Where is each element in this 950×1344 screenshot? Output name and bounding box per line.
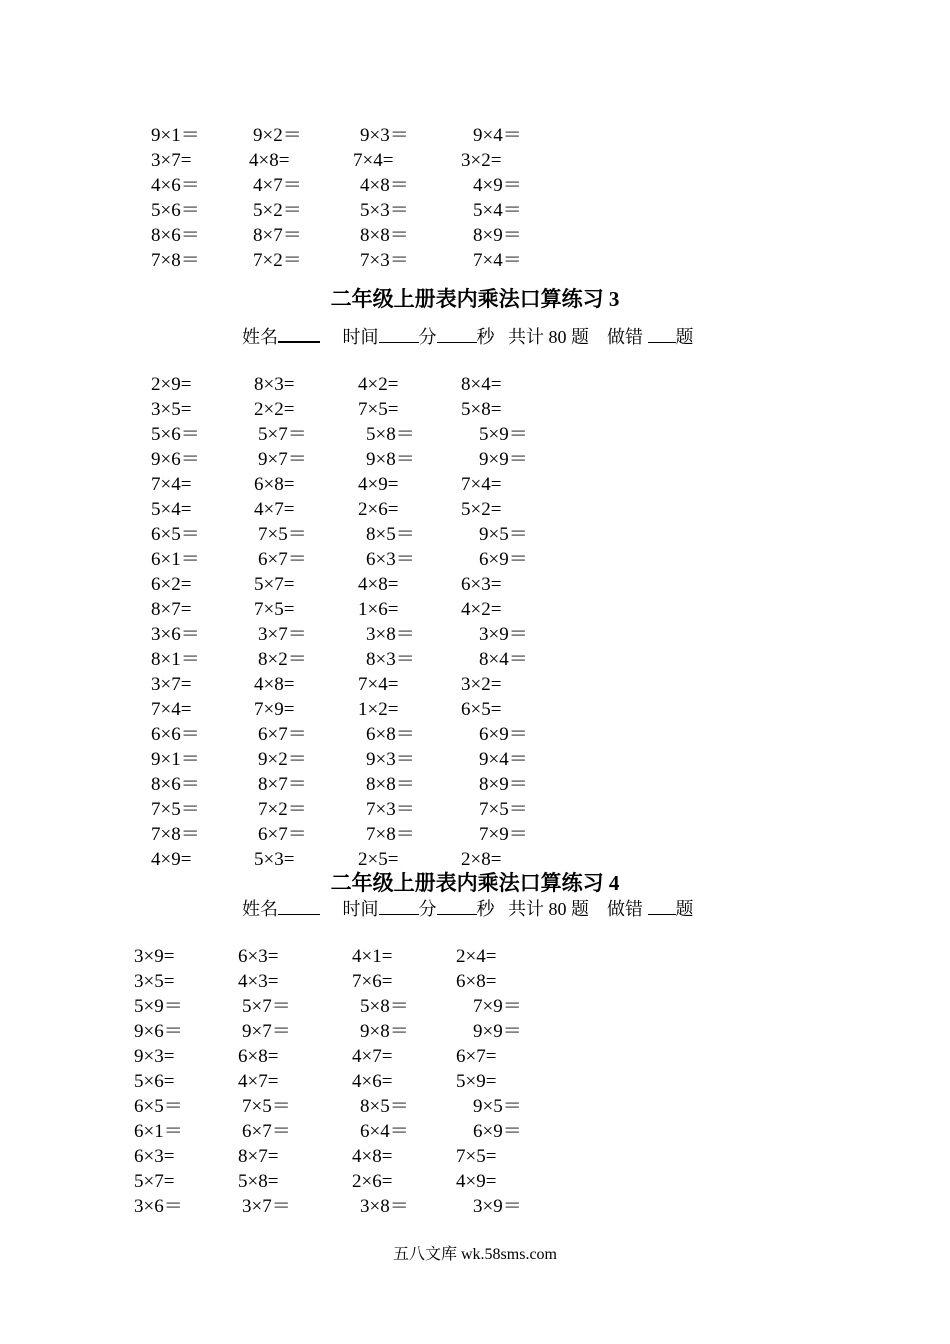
problem-row <box>0 123 950 148</box>
problem-item: 4×2= <box>358 374 399 395</box>
problem-item: 5×7= <box>134 1171 175 1192</box>
problem-item: 4×7= <box>352 1046 393 1067</box>
problem-item: 4×6= <box>352 1071 393 1092</box>
problem-item: 3×7= <box>151 150 192 171</box>
problem-item: 3×7= <box>151 674 192 695</box>
problem-item: 2×6= <box>352 1171 393 1192</box>
problem-item: 9×8＝ <box>366 449 415 470</box>
time-seconds-blank[interactable] <box>437 896 477 915</box>
problem-item: 7×2＝ <box>253 250 302 271</box>
problem-item: 9×6＝ <box>151 449 200 470</box>
problem-row <box>0 622 950 647</box>
name-blank[interactable] <box>278 323 320 343</box>
problem-item: 6×5＝ <box>134 1096 183 1117</box>
problem-item: 5×3＝ <box>360 200 409 221</box>
problem-item: 3×5= <box>134 971 175 992</box>
problem-item: 7×5= <box>358 399 399 420</box>
problem-item: 6×5＝ <box>151 524 200 545</box>
problem-row <box>0 572 950 597</box>
problem-item: 6×5= <box>461 699 502 720</box>
problem-item: 8×7= <box>151 599 192 620</box>
problem-item: 8×4＝ <box>479 649 528 670</box>
problem-row <box>0 1119 950 1144</box>
problem-item: 9×2＝ <box>258 749 307 770</box>
problem-item: 9×9＝ <box>479 449 528 470</box>
problem-row <box>0 372 950 397</box>
problem-item: 7×5＝ <box>151 799 200 820</box>
name-label: 姓名 <box>242 327 278 347</box>
problem-row <box>0 772 950 797</box>
problem-item: 5×7= <box>254 574 295 595</box>
problem-item: 5×8＝ <box>366 424 415 445</box>
problem-item: 7×5＝ <box>242 1096 291 1117</box>
section-4-info-line <box>242 896 694 921</box>
problem-row <box>0 547 950 572</box>
problem-item: 6×3= <box>238 946 279 967</box>
problem-row <box>0 969 950 994</box>
seconds-label: 秒 <box>476 327 495 347</box>
problem-item: 8×7＝ <box>253 225 302 246</box>
problem-item: 6×7＝ <box>258 724 307 745</box>
section-3-title: 二年级上册表内乘法口算练习 3 <box>330 287 620 311</box>
problem-item: 7×5＝ <box>258 524 307 545</box>
problem-item: 4×2= <box>461 599 502 620</box>
problem-item: 5×6＝ <box>151 424 200 445</box>
problem-item: 6×8= <box>456 971 497 992</box>
problem-item: 2×9= <box>151 374 192 395</box>
problem-row <box>0 422 950 447</box>
problem-item: 8×7= <box>238 1146 279 1167</box>
footer-watermark: 五八文库 wk.58sms.com <box>392 1246 557 1263</box>
problem-item: 9×1＝ <box>151 125 200 146</box>
problem-item: 1×2= <box>358 699 399 720</box>
section-4-title <box>0 869 950 897</box>
problem-item: 5×4＝ <box>473 200 522 221</box>
problem-row <box>0 1144 950 1169</box>
problem-item: 7×9＝ <box>479 824 528 845</box>
problem-item: 6×3= <box>134 1146 175 1167</box>
problem-row <box>0 223 950 248</box>
problem-item: 4×7= <box>238 1071 279 1092</box>
problem-row <box>0 822 950 847</box>
minutes-label: 分 <box>418 899 437 919</box>
problem-item: 7×9＝ <box>473 996 522 1017</box>
problem-item: 7×3＝ <box>366 799 415 820</box>
problem-item: 6×8= <box>254 474 295 495</box>
minutes-label: 分 <box>418 327 437 347</box>
problem-item: 5×7＝ <box>258 424 307 445</box>
problem-item: 8×3＝ <box>366 649 415 670</box>
problem-item: 8×7＝ <box>258 774 307 795</box>
total-label: 共计 80 题 <box>508 899 589 919</box>
problem-item: 2×5= <box>358 849 399 870</box>
problem-item: 3×2= <box>461 150 502 171</box>
problem-item: 4×9= <box>151 849 192 870</box>
problem-row <box>0 1169 950 1194</box>
problem-item: 7×9= <box>254 699 295 720</box>
problem-item: 9×5＝ <box>473 1096 522 1117</box>
problem-item: 6×9＝ <box>479 549 528 570</box>
problem-row <box>0 397 950 422</box>
problem-item: 4×6＝ <box>151 175 200 196</box>
problem-item: 6×9＝ <box>473 1121 522 1142</box>
problem-item: 7×4＝ <box>473 250 522 271</box>
problem-item: 6×1＝ <box>151 549 200 570</box>
problem-row <box>0 1069 950 1094</box>
problem-item: 7×4= <box>358 674 399 695</box>
problem-row <box>0 697 950 722</box>
problem-item: 5×8= <box>461 399 502 420</box>
problem-item: 4×7＝ <box>253 175 302 196</box>
problem-item: 6×7＝ <box>242 1121 291 1142</box>
time-label: 时间 <box>342 327 379 347</box>
problem-row <box>0 472 950 497</box>
problem-item: 6×3= <box>461 574 502 595</box>
wrong-label: 做错 <box>607 899 643 919</box>
problem-item: 8×1＝ <box>151 649 200 670</box>
problem-row <box>0 447 950 472</box>
problem-row <box>0 497 950 522</box>
problem-row <box>0 944 950 969</box>
problem-item: 7×4= <box>461 474 502 495</box>
section-3-info-line <box>242 323 694 349</box>
problem-item: 7×5= <box>254 599 295 620</box>
name-blank[interactable] <box>278 896 320 915</box>
problem-item: 6×3＝ <box>366 549 415 570</box>
problem-item: 5×2= <box>461 499 502 520</box>
problem-item: 6×9＝ <box>479 724 528 745</box>
problem-item: 9×4＝ <box>479 749 528 770</box>
problem-item: 9×3= <box>134 1046 175 1067</box>
problem-item: 4×8= <box>352 1146 393 1167</box>
problem-item: 6×7＝ <box>258 824 307 845</box>
problem-item: 9×7＝ <box>242 1021 291 1042</box>
problem-item: 8×2＝ <box>258 649 307 670</box>
problem-item: 3×9= <box>134 946 175 967</box>
problem-row <box>0 173 950 198</box>
problem-item: 7×8＝ <box>151 824 200 845</box>
problem-item: 9×8＝ <box>360 1021 409 1042</box>
problem-item: 4×8= <box>358 574 399 595</box>
problem-row <box>0 1094 950 1119</box>
problem-item: 3×2= <box>461 674 502 695</box>
problem-item: 5×4= <box>151 499 192 520</box>
problem-item: 2×4= <box>456 946 497 967</box>
problem-item: 4×3= <box>238 971 279 992</box>
problem-item: 6×8= <box>238 1046 279 1067</box>
problem-item: 6×6＝ <box>151 724 200 745</box>
problem-item: 8×9＝ <box>473 225 522 246</box>
problem-item: 4×1= <box>352 946 393 967</box>
problem-item: 9×2＝ <box>253 125 302 146</box>
problem-row <box>0 647 950 672</box>
problem-item: 4×9= <box>358 474 399 495</box>
problem-item: 7×6= <box>352 971 393 992</box>
problem-item: 9×9＝ <box>473 1021 522 1042</box>
problem-item: 7×8＝ <box>366 824 415 845</box>
problem-row <box>0 1044 950 1069</box>
wrong-count-blank[interactable] <box>648 896 676 915</box>
problem-row <box>0 994 950 1019</box>
problem-item: 7×8＝ <box>151 250 200 271</box>
time-seconds-blank[interactable] <box>437 324 477 343</box>
problem-item: 4×7= <box>254 499 295 520</box>
problem-row <box>0 722 950 747</box>
problem-item: 4×9＝ <box>473 175 522 196</box>
problem-item: 7×4= <box>151 699 192 720</box>
problem-item: 5×9＝ <box>134 996 183 1017</box>
problem-item: 7×4= <box>353 150 394 171</box>
seconds-label: 秒 <box>476 899 495 919</box>
wrong-count-blank[interactable] <box>648 324 676 343</box>
problem-item: 8×8＝ <box>360 225 409 246</box>
problem-item: 6×2= <box>151 574 192 595</box>
problem-item: 5×8＝ <box>360 996 409 1017</box>
problem-item: 3×6＝ <box>134 1196 183 1217</box>
problem-item: 4×8＝ <box>360 175 409 196</box>
problem-item: 8×9＝ <box>479 774 528 795</box>
problem-item: 7×5= <box>456 1146 497 1167</box>
problem-item: 6×4＝ <box>360 1121 409 1142</box>
wrong-label: 做错 <box>607 327 643 347</box>
problem-item: 3×7＝ <box>258 624 307 645</box>
problem-item: 5×9＝ <box>479 424 528 445</box>
problem-item: 9×7＝ <box>258 449 307 470</box>
problem-item: 6×7＝ <box>258 549 307 570</box>
problem-item: 9×6＝ <box>134 1021 183 1042</box>
problem-item: 3×9＝ <box>479 624 528 645</box>
problem-item: 3×7＝ <box>242 1196 291 1217</box>
time-label: 时间 <box>342 899 379 919</box>
problem-item: 2×2= <box>254 399 295 420</box>
time-minutes-blank[interactable] <box>379 324 419 343</box>
problem-item: 8×6＝ <box>151 225 200 246</box>
total-label: 共计 80 题 <box>508 327 589 347</box>
problem-item: 1×6= <box>358 599 399 620</box>
problem-item: 3×6＝ <box>151 624 200 645</box>
problem-item: 3×5= <box>151 399 192 420</box>
problem-row <box>0 148 950 173</box>
problem-item: 5×8= <box>238 1171 279 1192</box>
problem-item: 5×6＝ <box>151 200 200 221</box>
problem-item: 3×8＝ <box>366 624 415 645</box>
problem-item: 6×1＝ <box>134 1121 183 1142</box>
problem-row <box>0 522 950 547</box>
problem-item: 3×8＝ <box>360 1196 409 1217</box>
name-label: 姓名 <box>242 899 278 919</box>
problem-item: 5×7＝ <box>242 996 291 1017</box>
problem-row <box>0 747 950 772</box>
problem-row <box>0 1194 950 1219</box>
problem-item: 9×3＝ <box>366 749 415 770</box>
problem-item: 9×1＝ <box>151 749 200 770</box>
ti-label: 题 <box>675 899 694 919</box>
ti-label: 题 <box>675 327 694 347</box>
problem-item: 4×8= <box>249 150 290 171</box>
problem-item: 4×9= <box>456 1171 497 1192</box>
problem-item: 8×5＝ <box>360 1096 409 1117</box>
problem-item: 2×8= <box>461 849 502 870</box>
problem-item: 5×2＝ <box>253 200 302 221</box>
problem-item: 9×4＝ <box>473 125 522 146</box>
problem-item: 8×4= <box>461 374 502 395</box>
problem-row <box>0 198 950 223</box>
problem-item: 7×5＝ <box>479 799 528 820</box>
problem-item: 5×9= <box>456 1071 497 1092</box>
problem-item: 9×3＝ <box>360 125 409 146</box>
problem-row <box>0 672 950 697</box>
problem-item: 4×8= <box>254 674 295 695</box>
problem-row <box>0 797 950 822</box>
problem-item: 7×2＝ <box>258 799 307 820</box>
problem-item: 9×5＝ <box>479 524 528 545</box>
problem-item: 5×3= <box>254 849 295 870</box>
problem-row <box>0 1019 950 1044</box>
problem-item: 7×4= <box>151 474 192 495</box>
problem-item: 8×6＝ <box>151 774 200 795</box>
problem-row <box>0 248 950 273</box>
problem-item: 6×8＝ <box>366 724 415 745</box>
problem-item: 2×6= <box>358 499 399 520</box>
problem-row <box>0 597 950 622</box>
problem-item: 8×3= <box>254 374 295 395</box>
problem-item: 8×5＝ <box>366 524 415 545</box>
problem-item: 8×8＝ <box>366 774 415 795</box>
section-4-title-text: 二年级上册表内乘法口算练习 4 <box>330 871 620 895</box>
problem-item: 7×3＝ <box>360 250 409 271</box>
problem-item: 3×9＝ <box>473 1196 522 1217</box>
time-minutes-blank[interactable] <box>379 896 419 915</box>
problem-item: 5×6= <box>134 1071 175 1092</box>
problem-item: 6×7= <box>456 1046 497 1067</box>
